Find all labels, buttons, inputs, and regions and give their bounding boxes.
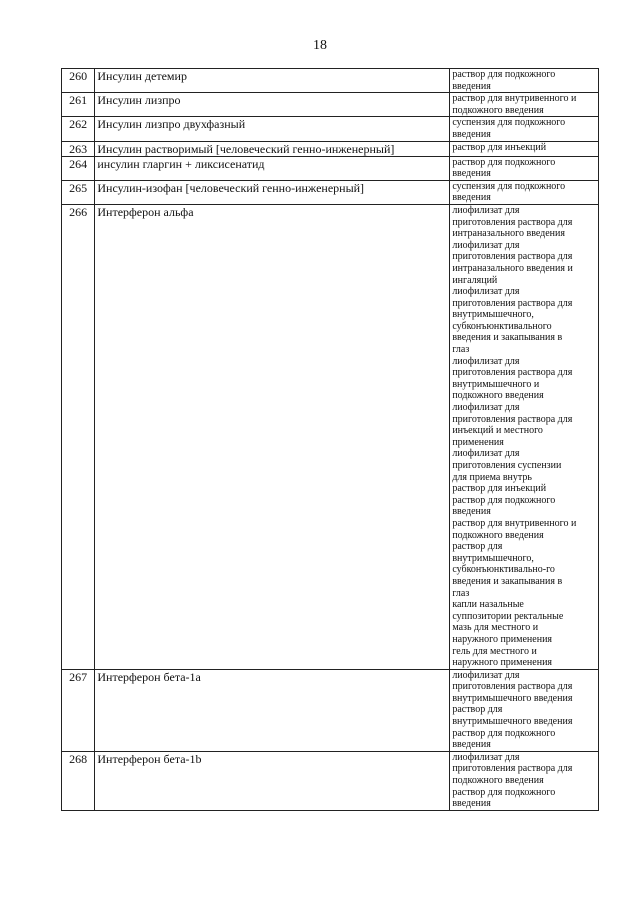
table-row: [62, 141, 599, 156]
row-number: 266: [62, 204, 95, 669]
table-row: [62, 669, 599, 751]
dosage-forms: [450, 751, 599, 810]
row-number: 263: [62, 141, 95, 156]
dosage-form: лиофилизат для приготовления раствора для интраназального введения: [452, 204, 573, 240]
dosage-form: раствор для подкожного введения: [452, 786, 556, 810]
dosage-forms: [450, 69, 599, 93]
drug-name: Инсулин лизпро: [95, 93, 450, 117]
table-row: [62, 751, 599, 810]
dosage-form: раствор для внутривенного и подкожного введения: [452, 517, 577, 541]
drug-name: Инсулин-изофан [человеческий генно-инженерный]: [95, 180, 450, 204]
dosage-form: раствор для внутримышечного, субконъюнктивально-го введения и закапывания в глаз: [452, 541, 563, 599]
table-row: [62, 93, 599, 117]
drug-name: Инсулин детемир: [95, 69, 450, 93]
drug-name: Инсулин лизпро двухфазный: [95, 117, 450, 141]
dosage-form: раствор для инъекций: [452, 141, 547, 153]
dosage-forms: [450, 204, 599, 669]
row-number: 268: [62, 751, 95, 810]
table-row: [62, 180, 599, 204]
row-number: 262: [62, 117, 95, 141]
dosage-form: лиофилизат для приготовления суспензии для приема внутрь: [452, 448, 562, 483]
drug-table-body: [62, 69, 599, 811]
row-number: 261: [62, 93, 95, 117]
dosage-form: раствор для инъекций: [452, 483, 547, 495]
drug-name: инсулин гларгин + ликсисенатид: [95, 156, 450, 180]
drug-name: Интерферон бета-1b: [95, 751, 450, 810]
dosage-form: лиофилизат для приготовления раствора для интраназального введения и ингаляций: [452, 239, 573, 286]
dosage-form: раствор для внутривенного и подкожного введения: [452, 93, 577, 116]
row-number: 264: [62, 156, 95, 180]
dosage-form: раствор для подкожного введения: [452, 727, 556, 751]
row-number: 265: [62, 180, 95, 204]
table-row: [62, 156, 599, 180]
dosage-forms: [450, 141, 599, 156]
dosage-form: раствор для подкожного введения: [452, 156, 556, 180]
dosage-form: мазь для местного и наружного применения: [452, 622, 553, 645]
dosage-form: лиофилизат для приготовления раствора для подкожного введения: [452, 751, 573, 787]
dosage-form: лиофилизат для приготовления раствора для инъекций и местного применения: [452, 402, 573, 448]
dosage-form: капли назальные: [452, 599, 524, 611]
dosage-form: лиофилизат для приготовления раствора для внутримышечного, субконъюнктивального введения и закапывания в глаз: [452, 286, 573, 356]
dosage-form: раствор для подкожного введения: [452, 494, 556, 518]
dosage-forms: [450, 180, 599, 204]
drug-name: Интерферон альфа: [95, 204, 450, 669]
dosage-form: раствор для внутримышечного введения: [452, 704, 573, 728]
dosage-form: суппозитории ректальные: [452, 610, 564, 622]
dosage-forms: [450, 669, 599, 751]
dosage-form: гель для местного и наружного применения: [452, 645, 553, 669]
dosage-form: суспензия для подкожного введения: [452, 117, 566, 140]
page-number: 18: [313, 38, 327, 53]
table-row: [62, 69, 599, 93]
drug-name: Интерферон бета-1а: [95, 669, 450, 751]
dosage-forms: [450, 93, 599, 117]
row-number: 267: [62, 669, 95, 751]
dosage-forms: [450, 117, 599, 141]
table-row: [62, 204, 599, 669]
dosage-form: лиофилизат для приготовления раствора для внутримышечного введения: [452, 669, 573, 704]
dosage-form: лиофилизат для приготовления раствора для внутримышечного и подкожного введения: [452, 355, 573, 402]
drug-table: [61, 68, 599, 811]
row-number: 260: [62, 69, 95, 93]
dosage-forms: [450, 156, 599, 180]
dosage-form: суспензия для подкожного введения: [452, 180, 566, 204]
drug-name: Инсулин растворимый [человеческий генно-инженерный]: [95, 141, 450, 156]
dosage-form: раствор для подкожного введения: [452, 69, 556, 92]
table-row: [62, 117, 599, 141]
